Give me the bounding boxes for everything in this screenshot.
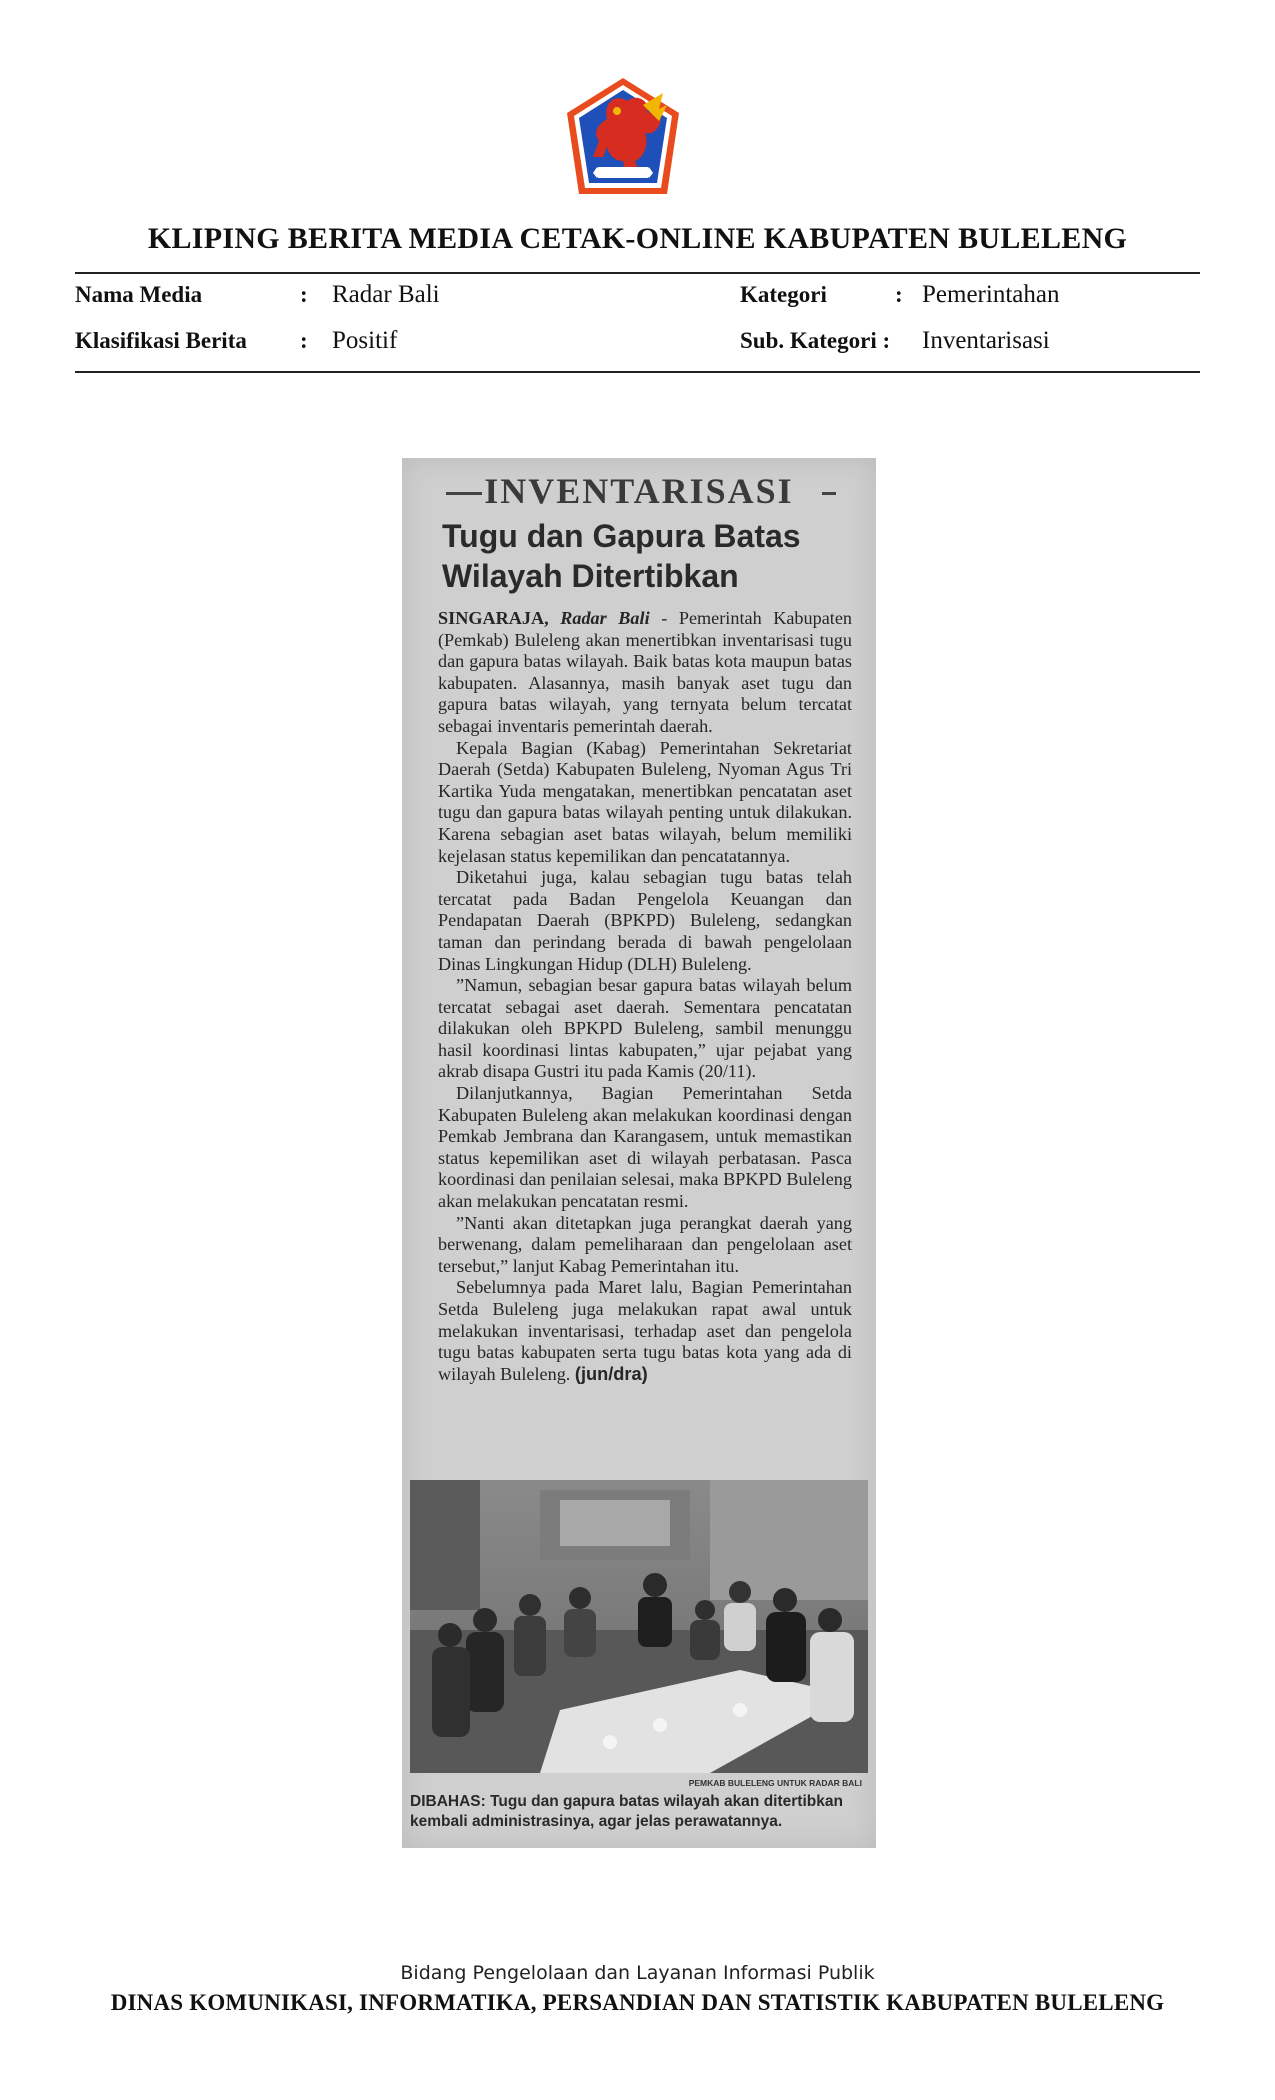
singa-ambara-raja-crest-icon	[563, 75, 683, 199]
header-top-rule	[75, 272, 1200, 274]
sub-kategori-value: Inventarisasi	[922, 327, 1050, 354]
kategori-label: Kategori	[740, 282, 827, 307]
document-title: KLIPING BERITA MEDIA CETAK-ONLINE KABUPATEN BULELENG	[147, 222, 1128, 255]
article-paragraph: Sebelumnya pada Maret lalu, Bagian Pemerintahan Setda Buleleng juga melakukan rapat awal untuk melakukan inventarisasi, terhadap aset dan pengelola tugu batas kabupaten serta tugu batas kota yang ada di wilayah Buleleng.	[438, 1277, 852, 1384]
meeting-photo-icon	[410, 1480, 868, 1773]
nama-media-label: Nama Media	[75, 282, 203, 307]
article-rubric: INVENTARISASI	[484, 471, 794, 511]
article-paragraph: ”Namun, sebagian besar gapura batas wilayah belum tercatat sebagai aset daerah. Sementara pencatatan dilakukan oleh BPKPD Buleleng, sambil menunggu hasil koordinasi lintas kabupaten,” ujar pejabat yang akrab disapa Gustri itu pada Kamis (20/11).	[438, 975, 852, 1082]
article-paragraph: - Pemerintah Kabupaten (Pemkab) Buleleng akan menertibkan inventarisasi tugu dan gapura batas wilayah. Baik batas kota maupun batas kabupaten. Alasannya, masih banyak aset tugu dan gapura batas wilayah, yang ternyata belum tercatat sebagai inventaris pemerintah daerah.	[438, 608, 852, 736]
article-paragraph-final	[438, 1277, 852, 1385]
article-paragraph: Kepala Bagian (Kabag) Pemerintahan Sekretariat Daerah (Setda) Kabupaten Buleleng, Nyoman Agus Tri Kartika Yuda mengatakan, menertibkan pencatatan aset tugu dan gapura batas wilayah penting untuk dilakukan. Karena sebagian aset batas wilayah, belum memiliki kejelasan status kepemilikan dan pencatatannya.	[438, 737, 852, 866]
header-bottom-rule	[75, 371, 1200, 373]
photo-credit: PEMKAB BULELENG UNTUK RADAR BALI	[688, 1778, 862, 1788]
kategori-value: Pemerintahan	[922, 281, 1060, 308]
photo-caption: DIBAHAS: Tugu dan gapura batas wilayah akan ditertibkan kembali administrasinya, agar jelas perawatannya.	[410, 1793, 843, 1830]
nama-media-colon: :	[300, 282, 308, 307]
klasifikasi-berita-value: Positif	[332, 327, 398, 354]
article-body	[438, 608, 852, 1436]
klasifikasi-colon: :	[300, 328, 308, 353]
byline-paper: Radar Bali	[560, 608, 650, 628]
article-paragraph: ”Nanti akan ditetapkan juga perangkat daerah yang berwenang, dalam pemeliharaan dan pengelolaan aset tersebut,” lanjut Kabag Pemerintahan itu.	[438, 1212, 852, 1276]
article-photo	[410, 1480, 868, 1773]
newspaper-clipping	[402, 458, 876, 1848]
article-paragraph: Diketahui juga, kalau sebagian tugu batas telah tercatat pada Badan Pengelola Keuangan dan Pendapatan Daerah (BPKPD) Buleleng, sedangkan taman dan perindang berada di bawah pengelolaan Dinas Lingkungan Hidup (DLH) Buleleng.	[438, 867, 852, 974]
regency-crest-logo	[563, 75, 683, 199]
article-signature: (jun/dra)	[574, 1363, 648, 1384]
nama-media-value: Radar Bali	[332, 281, 440, 308]
article-headline: Tugu dan Gapura Batas Wilayah Ditertibkan	[442, 518, 801, 594]
footer-agency: DINAS KOMUNIKASI, INFORMATIKA, PERSANDIAN DAN STATISTIK KABUPATEN BULELENG	[110, 1990, 1165, 2015]
sub-kategori-label: Sub. Kategori :	[740, 328, 891, 353]
kategori-colon: :	[895, 282, 903, 307]
article-paragraph: Dilanjutkannya, Bagian Pemerintahan Setda Kabupaten Buleleng akan melakukan koordinasi dengan Pemkab Jembrana dan Karangasem, untuk memastikan status kepemilikan aset di wilayah perbatasan. Pasca koordinasi dan penilaian selesai, maka BPKPD Buleleng akan melakukan pencatatan resmi.	[438, 1083, 852, 1212]
article-paragraph-lead	[438, 608, 852, 738]
klasifikasi-berita-label: Klasifikasi Berita	[75, 328, 247, 353]
byline-city: SINGARAJA,	[438, 608, 549, 628]
rubric-rule-right	[822, 492, 836, 495]
footer-division: Bidang Pengelolaan dan Layanan Informasi Publik	[400, 1962, 875, 1984]
